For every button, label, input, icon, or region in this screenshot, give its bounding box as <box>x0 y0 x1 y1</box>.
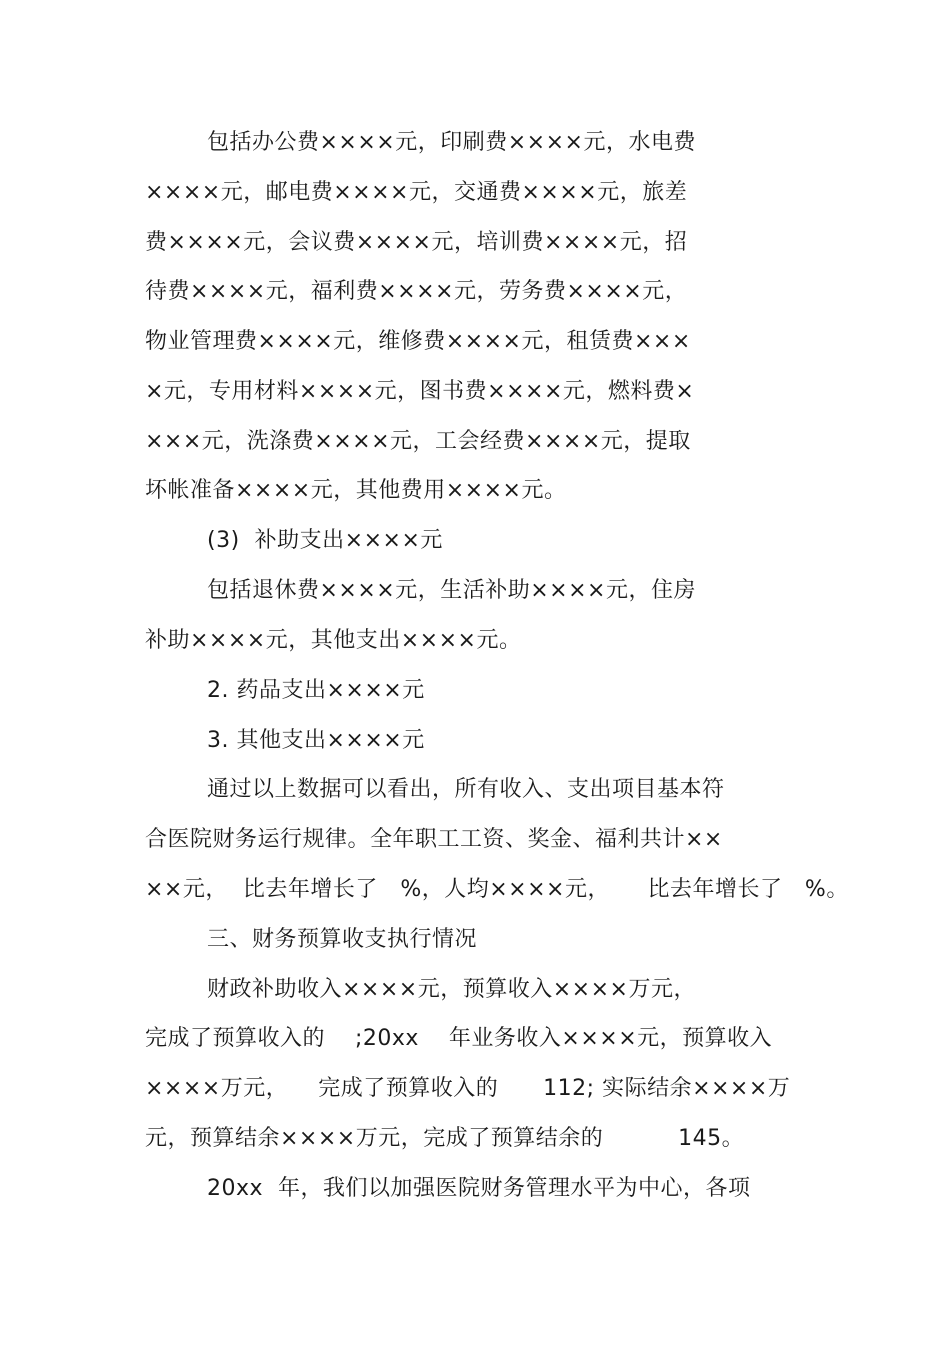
paragraph-line: ××元， 比去年增长了 %，人均××××元， 比去年增长了 %。 <box>145 877 849 902</box>
paragraph-line: 合医院财务运行规律。全年职工工资、奖金、福利共计×× <box>145 827 723 852</box>
paragraph-line: ××××万元， 完成了预算收入的 112; 实际结余××××万 <box>145 1076 791 1101</box>
paragraph-line: 物业管理费××××元，维修费××××元，租赁费××× <box>145 329 691 354</box>
paragraph-line: 补助××××元，其他支出××××元。 <box>145 628 522 653</box>
paragraph-line: 财政补助收入××××元，预算收入××××万元， <box>207 977 696 1002</box>
section-heading: (3) 补助支出××××元 <box>207 528 443 553</box>
paragraph-line: ×元，专用材料××××元，图书费××××元，燃料费× <box>145 379 695 404</box>
paragraph-line: 包括退休费××××元，生活补助××××元，住房 <box>207 578 696 603</box>
section-heading: 3. 其他支出××××元 <box>207 728 425 753</box>
paragraph-line: 元，预算结余××××万元，完成了预算结余的 145。 <box>145 1126 745 1151</box>
paragraph-line: ××××元，邮电费××××元，交通费××××元，旅差 <box>145 180 688 205</box>
section-heading: 2. 药品支出××××元 <box>207 678 425 703</box>
paragraph-line: 费××××元，会议费××××元，培训费××××元，招 <box>145 230 688 255</box>
paragraph-line: 通过以上数据可以看出，所有收入、支出项目基本符 <box>207 777 725 802</box>
paragraph-line: 包括办公费××××元，印刷费××××元，水电费 <box>207 130 696 155</box>
paragraph-line: ×××元，洗涤费××××元，工会经费××××元，提取 <box>145 429 691 454</box>
paragraph-line: 待费××××元，福利费××××元，劳务费××××元， <box>145 279 688 304</box>
paragraph-line: 坏帐准备××××元，其他费用××××元。 <box>145 478 567 503</box>
paragraph-line: 完成了预算收入的 ;20xx 年业务收入××××元，预算收入 <box>145 1026 773 1051</box>
section-heading: 三、财务预算收支执行情况 <box>207 927 478 952</box>
paragraph-line: 20xx 年，我们以加强医院财务管理水平为中心，各项 <box>207 1176 751 1201</box>
